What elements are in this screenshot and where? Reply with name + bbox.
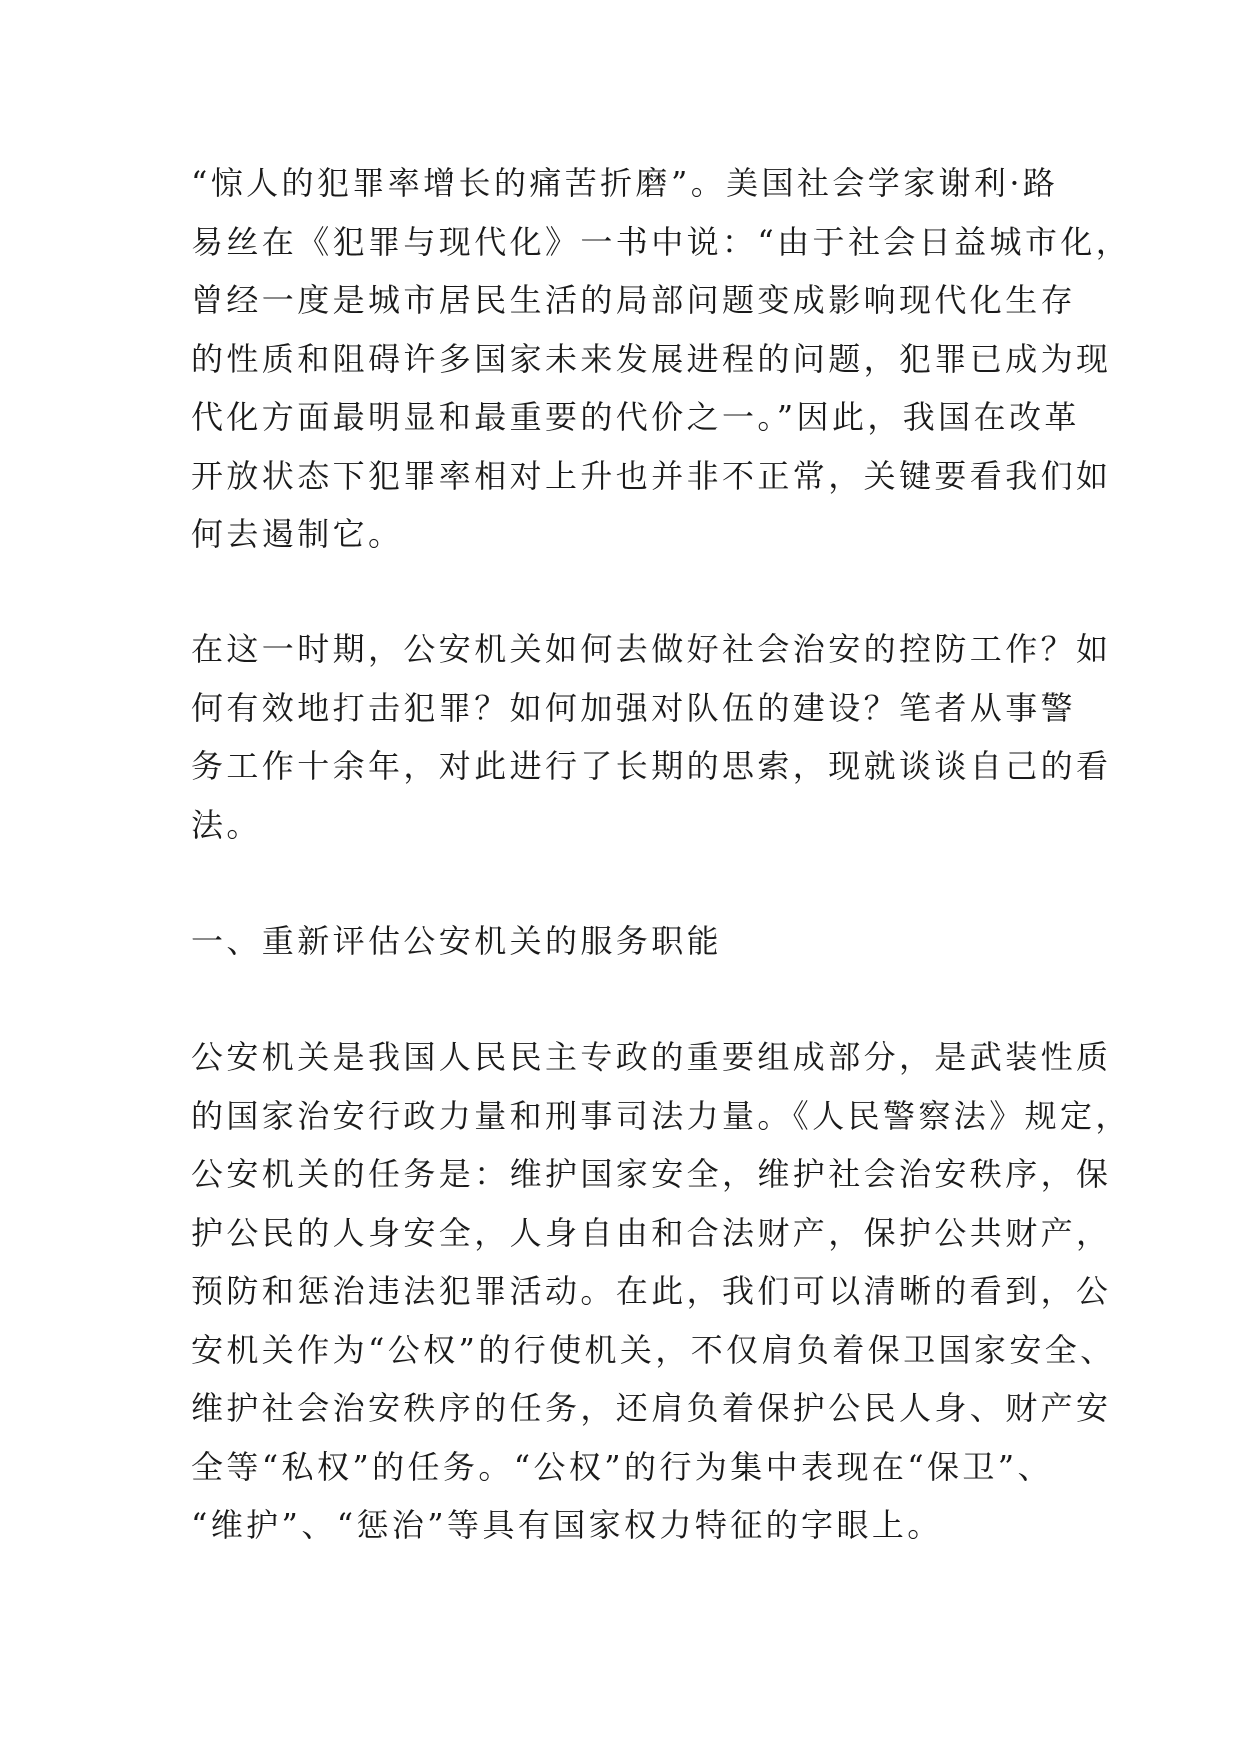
text-line: 在这一时期，公安机关如何去做好社会治安的控防工作？如 [191, 630, 1112, 668]
text-line: 开放状态下犯罪率相对上升也并非不正常，关键要看我们如 [191, 456, 1112, 495]
text-line: 公安机关的任务是：维护国家安全，维护社会治安秩序，保 [191, 1155, 1112, 1193]
section-heading [191, 912, 1071, 971]
text-line: 的国家治安行政力量和刑事司法力量。《人民警察法》规定， [191, 1096, 1131, 1135]
text-line: 安机关作为“公权”的行使机关，不仅肩负着保卫国家安全、 [191, 1330, 1116, 1369]
text-line: 全等“私权”的任务。“公权”的行为集中表现在“保卫”、 [191, 1447, 1053, 1486]
paragraph [191, 1028, 1131, 1555]
text-line: 易丝在《犯罪与现代化》一书中说：“由于社会日益城市化， [191, 222, 1132, 261]
text-line: 维护社会治安秩序的任务，还肩负着保护公民人身、财产安 [191, 1389, 1112, 1427]
text-line: 代化方面最明显和最重要的代价之一。”因此，我国在改革 [191, 398, 1080, 436]
text-line: 预防和惩治违法犯罪活动。在此，我们可以清晰的看到，公 [191, 1272, 1112, 1310]
text-line: 务工作十余年，对此进行了长期的思索，现就谈谈自己的看 [191, 747, 1112, 785]
text-line: 的性质和阻碍许多国家未来发展进程的问题，犯罪已成为现 [191, 339, 1112, 378]
text-line: 护公民的人身安全，人身自由和合法财产，保护公共财产， [191, 1213, 1112, 1252]
text-line: 何有效地打击犯罪？如何加强对队伍的建设？笔者从事警 [191, 688, 1077, 727]
paragraph [191, 620, 1112, 854]
section-heading-text: 一、重新评估公安机关的服务职能 [191, 922, 723, 960]
text-line: “维护”、“惩治”等具有国家权力特征的字眼上。 [191, 1506, 943, 1544]
text-line: 公安机关是我国人民民主专政的重要组成部分，是武装性质 [191, 1038, 1112, 1076]
paragraph [191, 154, 1132, 564]
text-line: 何去遏制它。 [191, 515, 404, 553]
text-line: 法。 [191, 805, 262, 844]
text-line: “惊人的犯罪率增长的痛苦折磨”。美国社会学家谢利·路 [191, 164, 1059, 202]
text-line: 曾经一度是城市居民生活的局部问题变成影响现代化生存 [191, 281, 1077, 319]
